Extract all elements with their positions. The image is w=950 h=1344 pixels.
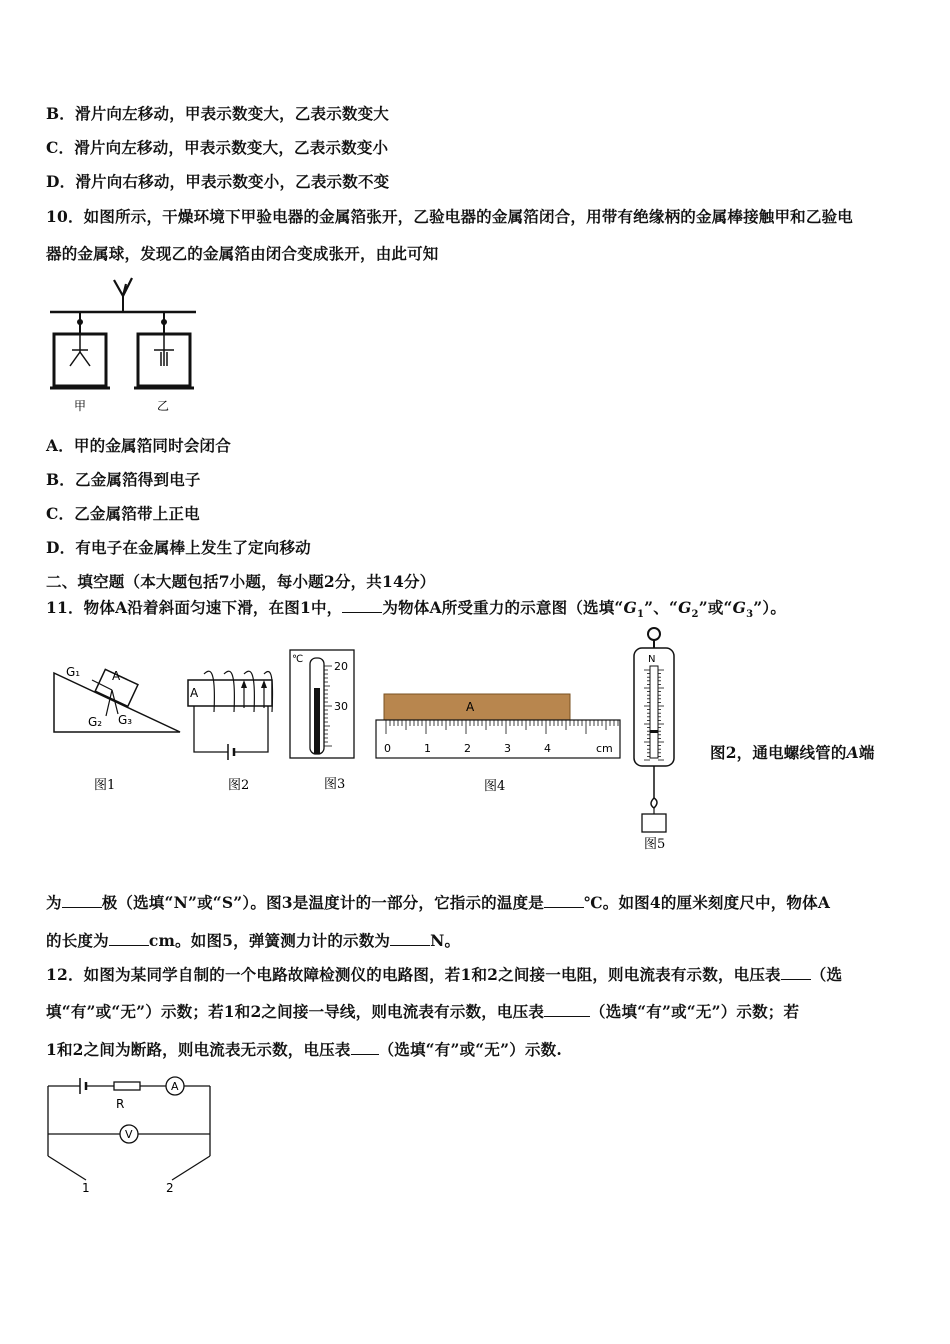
q12-blank-1[interactable] <box>781 965 811 980</box>
q10-option-b: B．乙金属箔得到电子 <box>46 470 201 489</box>
q9-option-d: D．滑片向右移动，甲表示数变小，乙表示数不变 <box>46 172 390 191</box>
fig5-caption: 图5 <box>644 837 666 852</box>
resistor-r <box>114 1082 140 1090</box>
terminal-1: 1 <box>82 1181 90 1195</box>
fig2-caption: 图2 <box>228 778 250 793</box>
fig1-label-g3: G₃ <box>118 713 133 727</box>
q11-blank-1[interactable] <box>342 598 382 613</box>
q11-blank-2[interactable] <box>62 893 102 908</box>
object-a <box>384 694 570 720</box>
fig1-label-a: A <box>112 669 121 683</box>
q12-circuit-figure <box>44 1074 220 1198</box>
q11-blank-5[interactable] <box>390 931 430 946</box>
q9-option-c: C．滑片向左移动，甲表示数变大，乙表示数变小 <box>46 138 389 157</box>
ruler-label-3: 3 <box>504 742 511 755</box>
electroscope-yi <box>134 312 194 388</box>
q12-blank-2[interactable] <box>544 1002 590 1017</box>
fig1-label-g1: G₁ <box>66 665 81 679</box>
q12-stem-line1: 12．如图为某同学自制的一个电路故障检测仪的电路图，若1和2之间接一电阻，则电流表有示数，电压表 （选 <box>46 965 843 984</box>
fig5-n: N <box>648 654 656 665</box>
electroscope-jia <box>50 312 110 388</box>
figure-2-solenoid <box>184 664 280 798</box>
q11-stem-line1: 11．物体A沿着斜面匀速下滑，在图1中， 为物体A所受重力的示意图（选填“$G_1$”、“$G_2$”或“$G_3$”）。 <box>46 598 787 621</box>
mercury-column <box>314 688 320 754</box>
q10-stem-line2: 器的金属球，发现乙的金属箔由闭合变成张开，由此可知 <box>46 244 439 263</box>
q10-option-c: C．乙金属箔带上正电 <box>46 504 200 523</box>
fig3-unit: ℃ <box>292 654 304 665</box>
figure-1-incline <box>50 658 186 798</box>
thermometer-ticks <box>324 666 332 746</box>
q11-blank-4[interactable] <box>109 931 149 946</box>
figure-4-ruler <box>372 686 624 798</box>
q12-stem-line2: 填“有”或“无”）示数；若1和2之间接一导线，则电流表有示数，电压表 （选填“有”或“无”）示数；若 <box>46 1002 800 1021</box>
label-voltmeter: V <box>125 1128 133 1141</box>
label-jia: 甲 <box>74 399 87 413</box>
q11-stem-line3: 的长度为 cm。如图5，弹簧测力计的示数为 N。 <box>46 931 461 950</box>
fig2-label-a: A <box>190 686 199 700</box>
spring-scale-ticks <box>644 670 664 760</box>
figure-5-spring-scale <box>626 626 682 854</box>
q10-option-a: A．甲的金属箔同时会闭合 <box>46 436 231 455</box>
insulated-handle <box>114 278 132 312</box>
fig1-caption: 图1 <box>94 778 116 793</box>
fig1-label-g2: G₂ <box>88 715 103 729</box>
q11-side-text: 图2，通电螺线管的A端 <box>710 743 875 762</box>
ruler-label-1: 1 <box>424 742 431 755</box>
fig4-label-a: A <box>466 700 475 714</box>
fig3-label-30: 30 <box>334 700 348 713</box>
fig4-caption: 图4 <box>484 779 506 794</box>
q10-stem-line1: 10．如图所示，干燥环境下甲验电器的金属箔张开，乙验电器的金属箔闭合，用带有绝缘柄的金属棒接触甲和乙验电 <box>46 207 853 226</box>
label-yi: 乙 <box>157 399 170 413</box>
electroscope-figure <box>44 274 204 416</box>
fig3-caption: 图3 <box>324 777 346 792</box>
figure-3-thermometer <box>288 648 358 800</box>
section-2-heading: 二、填空题（本大题包括7小题，每小题2分，共14分） <box>46 572 436 591</box>
ruler-label-0: 0 <box>384 742 391 755</box>
q9-option-b: B．滑片向左移动，甲表示数变大，乙表示数变大 <box>46 104 390 123</box>
label-r: R <box>116 1097 125 1111</box>
hanging-weight <box>642 814 666 832</box>
q12-blank-3[interactable] <box>351 1040 379 1055</box>
ruler-label-2: 2 <box>464 742 471 755</box>
q11-blank-3[interactable] <box>544 893 584 908</box>
fig3-label-20: 20 <box>334 660 348 673</box>
q12-stem-line3: 1和2之间为断路，则电流表无示数，电压表 （选填“有”或“无”）示数. <box>46 1040 562 1059</box>
ruler-label-4: 4 <box>544 742 551 755</box>
scale-pointer <box>650 730 658 733</box>
label-ammeter: A <box>171 1080 179 1093</box>
ruler-unit: cm <box>596 742 613 755</box>
terminal-2: 2 <box>166 1181 174 1195</box>
q11-stem-line2: 为 极（选填“N”或“S”）。图3是温度计的一部分，它指示的温度是 ℃。如图4的厘米刻度尺中，物体A <box>46 893 831 912</box>
q10-option-d: D．有电子在金属棒上发生了定向移动 <box>46 538 311 557</box>
